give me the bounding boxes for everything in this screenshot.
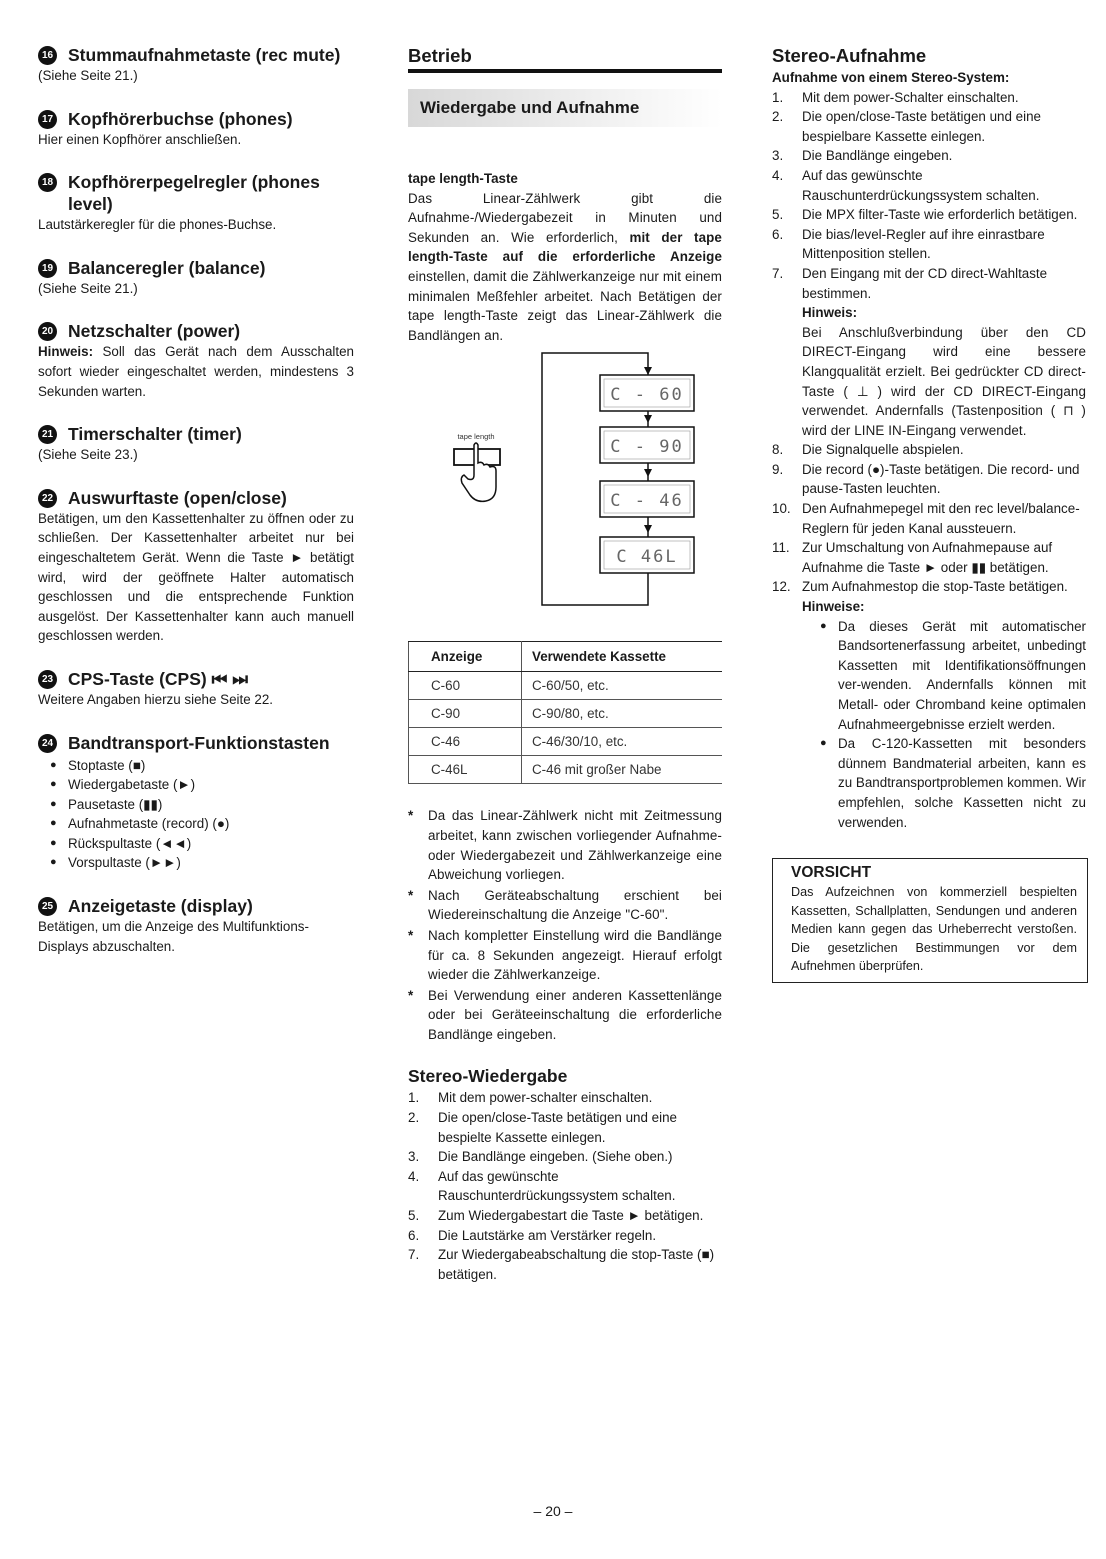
item-desc: Soll das Gerät nach dem Ausschalten sofort wieder eingeschaltet werden, mindestens 3 Sekunden warten. <box>38 344 354 399</box>
list-item: 1. Mit dem power-schalter einschalten. <box>408 1090 653 1106</box>
number-badge: 18 <box>38 173 57 192</box>
list-item: ● Aufnahmetaste (record) (●) <box>50 814 354 834</box>
footnote-text: Bei Verwendung einer anderen Kassettenlänge oder bei Geräteeinschaltung die erforderliche Bandlänge eingeben. <box>428 987 722 1042</box>
column-header: Anzeige <box>409 642 522 672</box>
section-band: Wiedergabe und Aufnahme <box>408 89 722 127</box>
tape-length-text <box>408 189 722 346</box>
list-item: 6. Die Lautstärke am Verstärker regeln. <box>408 1227 657 1243</box>
table-header-row <box>409 642 723 672</box>
item-18 <box>38 171 354 235</box>
caution-text: Das Aufzeichnen von kommerziell bespielten Kassetten, Schallplatten, Sendungen und anderen Medien kann gegen das Urheberrecht verstoßen. Die gesetzlichen Bestimmungen vor dem Aufnehmen überprüfen. <box>791 885 1077 974</box>
list-item: 5. Die MPX filter-Taste wie erforderlich betätigen. <box>772 207 1078 223</box>
stereo-playback-section <box>408 1064 722 1284</box>
text-run-bold: mit der tape length-Taste auf die erforderliche Anzeige <box>408 229 722 265</box>
table-cell: C-90 <box>409 700 522 728</box>
number-badge: 21 <box>38 425 57 444</box>
item-title: CPS-Taste (CPS) ⏮ ⏭ <box>68 668 248 689</box>
item-25 <box>38 895 354 956</box>
diagram-svg <box>408 345 722 635</box>
tape-length-heading: tape length-Taste <box>408 171 518 186</box>
table-cell: C-46 <box>409 728 522 756</box>
stereo-recording-title: Stereo-Aufnahme <box>772 45 927 66</box>
caution-title: VORSICHT <box>791 864 872 882</box>
number-badge: 25 <box>38 897 57 916</box>
text-run: einstellen, damit die Zählwerkanzeige nur mit einem minimalen Meßfehler arbeitet. Nach Betätigen der tape length-Taste zeigt das Linear-Zählwerk die Bandlängen an. <box>408 268 722 343</box>
item-20 <box>38 320 354 401</box>
number-badge: 17 <box>38 110 57 129</box>
item-23 <box>38 668 354 710</box>
section-title: Betrieb <box>408 45 472 66</box>
table-cell: C-46L <box>409 756 522 784</box>
item-17 <box>38 108 354 150</box>
footnote-text: Nach Geräteabschaltung erschient bei Wiedereinschaltung die Anzeige "C-60". <box>428 887 722 923</box>
column-header: Verwendete Kassette <box>522 642 723 672</box>
stereo-recording-subtitle: Aufnahme von einem Stereo-System: <box>772 70 1010 85</box>
list-item: 3. Die Bandlänge eingeben. <box>772 148 953 164</box>
number-badge: 24 <box>38 734 57 753</box>
footnote-text: Nach kompletter Einstellung wird die Bandlänge für ca. 8 Sekunden angezeigt. Hierauf erfolgt wieder die Zählwerkanzeige. <box>428 927 722 983</box>
list-item: ● Pausetaste (▮▮) <box>50 795 354 815</box>
item-title: Kopfhörerbuchse (phones) <box>68 108 293 129</box>
number-badge: 20 <box>38 322 57 341</box>
item-title: Timerschalter (timer) <box>68 424 242 445</box>
table-cell: C-60/50, etc. <box>522 672 723 700</box>
item-desc: (Siehe Seite 23.) <box>38 447 138 463</box>
list-item: 8. Die Signalquelle abspielen. <box>772 442 964 458</box>
display-c46 <box>600 481 694 517</box>
section-rule <box>408 69 722 73</box>
number-badge: 19 <box>38 259 57 278</box>
list-item: ● Vorspultaste (►►) <box>50 853 354 873</box>
item-desc: (Siehe Seite 21.) <box>38 280 138 296</box>
transport-button-list <box>50 756 354 874</box>
tape-length-diagram <box>408 345 722 635</box>
list-item: 4. Auf das gewünschte Rauschunterdrückungssystem schalten. <box>408 1168 676 1204</box>
item-title: Bandtransport-Funktionstasten <box>68 732 330 753</box>
item-21 <box>38 423 354 465</box>
list-item: 10. Den Aufnahmepegel mit den rec level/balance-Reglern für jeden Kanal aussteuern. <box>772 501 1080 536</box>
table-cell: C-46/30/10, etc. <box>522 728 723 756</box>
recording-steps-continued <box>772 440 1086 597</box>
list-item: 2. Die open/close-Taste betätigen und eine bespielbare Kassette einlegen. <box>772 109 1041 144</box>
item-desc: Betätigen, um die Anzeige des Multifunktions-Displays abzuschalten. <box>38 919 309 954</box>
caution-box <box>772 858 1088 983</box>
display-c90 <box>600 427 694 463</box>
item-19 <box>38 257 354 299</box>
list-item: 12. Zum Aufnahmestop die stop-Taste betätigen. <box>772 579 1068 595</box>
list-item: 4. Auf das gewünschte Rauschunterdrückungssystem schalten. <box>772 167 1040 203</box>
recording-steps <box>772 88 1086 304</box>
display-text: C - 60 <box>610 385 684 406</box>
item-title: Netzschalter (power) <box>68 321 241 342</box>
hinweis-text: Bei Anschlußverbindung über den CD DIRECT-Eingang wird eine bessere Klangqualität erzielt. Bei gedrückter CD direct-Taste ( ⊥ ) wird der CD DIRECT-Eingang verwendet. Andernfalls (Tastenposition ( ⊓ ) wird der LINE IN-Eingang verwendet. <box>802 324 1086 438</box>
list-item: 5. Zum Wiedergabestart die Taste ► betätigen. <box>408 1208 704 1224</box>
table-cell: C-90/80, etc. <box>522 700 723 728</box>
playback-steps <box>408 1088 722 1284</box>
footnote: * Da das Linear-Zählwerk nicht mit Zeitmessung arbeitet, kann zwischen vorliegender Aufnahme- oder Wiedergabezeit und Zählwerkanzeige eine Abweichung vorliegen. <box>408 808 722 883</box>
list-item: ● Stoptaste (■) <box>50 756 354 776</box>
item-title: Anzeigetaste (display) <box>68 896 253 917</box>
column-recording <box>772 44 1086 983</box>
list-item: 7. Den Eingang mit der CD direct-Wahltaste bestimmen. <box>772 265 1048 301</box>
list-item: ● Rückspultaste (◄◄) <box>50 834 354 854</box>
list-item: 7. Zur Wiedergabeabschaltung die stop-Taste (■) betätigen. <box>408 1247 715 1282</box>
arrow-icon <box>644 367 652 375</box>
item-desc: Weitere Angaben hierzu siehe Seite 22. <box>38 691 273 707</box>
arrow-icon <box>644 469 652 477</box>
item-desc: (Siehe Seite 21.) <box>38 68 138 83</box>
item-desc: Lautstärkeregler für die phones-Buchse. <box>38 217 277 233</box>
display-c46l <box>600 537 694 573</box>
table-row <box>409 728 723 756</box>
cassette-table <box>408 641 722 784</box>
item-title: Balanceregler (balance) <box>68 257 266 278</box>
page-number: – 20 – <box>533 1503 573 1519</box>
item-title: Kopfhörerpegelregler (phones level) <box>68 172 320 215</box>
table-row <box>409 756 723 784</box>
display-text: C - 90 <box>610 437 684 458</box>
table-row <box>409 672 723 700</box>
stereo-playback-title: Stereo-Wiedergabe <box>408 1066 568 1087</box>
list-item: ● Da C-120-Kassetten mit besonders dünnem Bandmaterial arbeiten, kann es zu Bandtransportproblemen kommen. Wir empfehlen, solche Kassetten nicht zu verwenden. <box>820 734 1086 832</box>
footnote: * Nach Geräteabschaltung erschient bei Wiedereinschaltung die Anzeige "C-60". <box>408 887 722 923</box>
arrow-icon <box>644 525 652 533</box>
hinweise-label: Hinweise: <box>802 599 865 615</box>
hinweise-block <box>802 597 1086 617</box>
text-run: Das Linear-Zählwerk gibt die Aufnahme-/Wiedergabezeit in Minuten und Sekunden an. Wie erforderlich, <box>408 190 722 245</box>
table-cell: C-46 mit großer Nabe <box>522 756 723 784</box>
item-title: Auswurftaste (open/close) <box>68 487 287 508</box>
display-text: C - 46 <box>610 491 684 512</box>
number-badge: 22 <box>38 489 57 508</box>
table-row <box>409 700 723 728</box>
number-badge: 16 <box>38 46 57 65</box>
list-item: 11. Zur Umschaltung von Aufnahmepause auf Aufnahme die Taste ► oder ▮▮ betätigen. <box>772 540 1053 575</box>
item-22 <box>38 487 354 646</box>
item-desc: Betätigen, um den Kassettenhalter zu öffnen oder zu schließen. Der Kassettenhalter arbeitet nur bei eingeschaltetem Gerät. Wenn die Taste ► betätigt wird, wird der geöffnete Halter automatisch geschlossen und die entsprechende Funktion ausgelöst. Der Kassettenhalter kann auch manuell geschlossen werden. <box>38 510 354 644</box>
list-item: ● Da dieses Gerät mit automatischer Bandsortenerfassung arbeitet, unbedingt Kassetten mit Identifikationsöffnungen ver-wenden. Andernfalls können mit Metall- oder Chromband keine optimalen Aufnahmeergebnisse erzielt werden. <box>820 617 1086 735</box>
list-item: 6. Die bias/level-Regler auf ihre einrastbare Mittenposition stellen. <box>772 226 1045 262</box>
footnote-text: Da das Linear-Zählwerk nicht mit Zeitmessung arbeitet, kann zwischen vorliegender Aufnahme- oder Wiedergabezeit und Zählwerkanzeige eine Abweichung vorliegen. <box>428 808 722 883</box>
display-c60 <box>600 375 694 411</box>
column-device-controls <box>38 44 354 978</box>
footnote: * Nach kompletter Einstellung wird die Bandlänge für ca. 8 Sekunden angezeigt. Hierauf erfolgt wieder die Zählwerkanzeige. <box>408 927 722 983</box>
hinweis-block <box>802 303 1086 440</box>
item-16 <box>38 44 354 86</box>
table-cell: C-60 <box>409 672 522 700</box>
footnotes <box>408 806 722 1044</box>
item-title: Stummaufnahmetaste (rec mute) <box>68 45 341 65</box>
arrow-icon <box>644 415 652 423</box>
display-text: C 46L <box>616 547 678 568</box>
number-badge: 23 <box>38 670 57 689</box>
list-item: 3. Die Bandlänge eingeben. (Siehe oben.) <box>408 1149 673 1165</box>
hinweis-label: Hinweis: <box>802 305 858 321</box>
item-24 <box>38 732 354 874</box>
item-desc: Hier einen Kopfhörer anschließen. <box>38 131 242 147</box>
list-item: 2. Die open/close-Taste betätigen und eine bespielte Kassette einlegen. <box>408 1110 677 1145</box>
hint-label: Hinweis: <box>38 344 94 360</box>
column-operation <box>408 44 722 1284</box>
button-label: tape length <box>457 432 495 442</box>
list-item: 9. Die record (●)-Taste betätigen. Die record- und pause-Tasten leuchten. <box>772 461 1080 497</box>
hinweise-list <box>820 617 1086 833</box>
list-item: 1. Mit dem power-Schalter einschalten. <box>772 89 1019 105</box>
footnote: * Bei Verwendung einer anderen Kassettenlänge oder bei Geräteeinschaltung die erforderliche Bandlänge eingeben. <box>408 987 722 1042</box>
list-item: ● Wiedergabetaste (►) <box>50 775 354 795</box>
